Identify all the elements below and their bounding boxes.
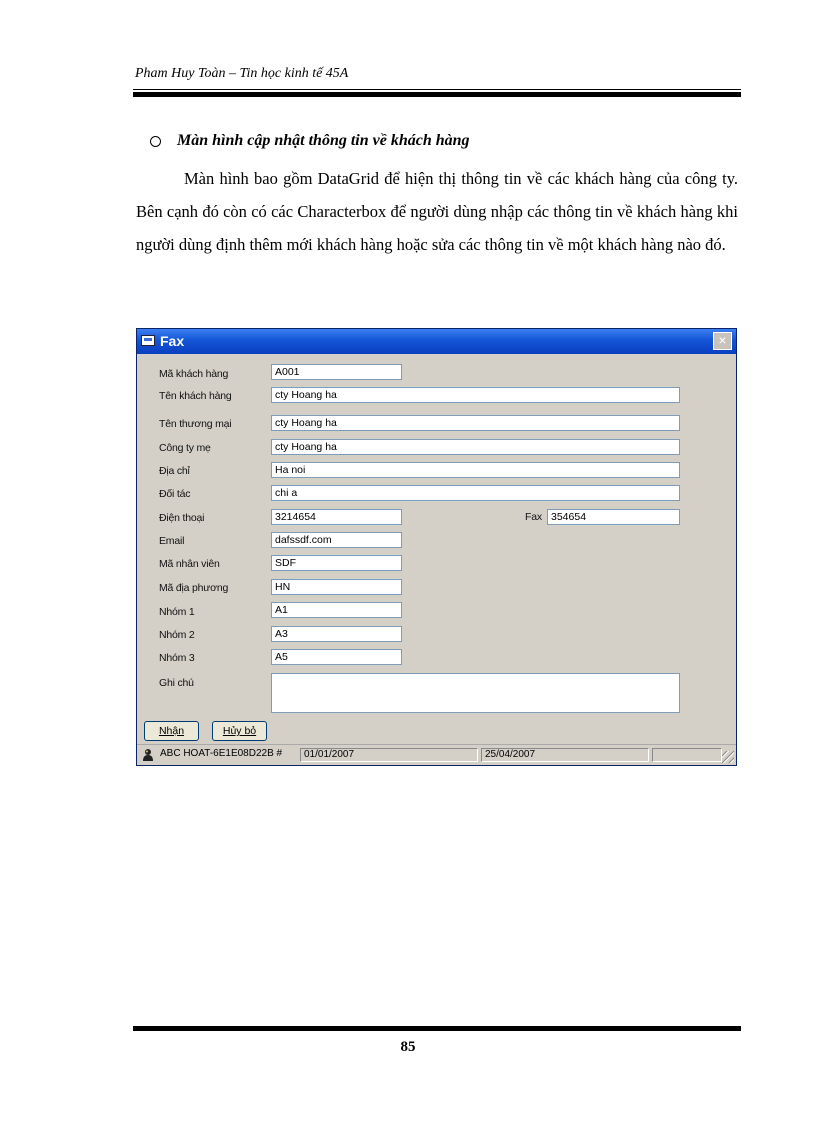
label-nhom-2: Nhóm 2 [159,629,195,641]
doi-tac-field[interactable]: chi a [271,485,680,501]
email-field[interactable]: dafssdf.com [271,532,402,548]
label-email: Email [159,535,185,547]
ma-dia-phuong-field[interactable]: HN [271,579,402,595]
dia-chi-field[interactable]: Ha noi [271,462,680,478]
close-button[interactable]: × [713,332,732,350]
resize-grip[interactable] [722,751,734,763]
label-ten-khach-hang: Tên khách hàng [159,390,232,402]
status-date-to: 25/04/2007 [481,748,649,762]
customer-dialog [136,328,737,766]
ten-thuong-mai-field[interactable]: cty Hoang ha [271,415,680,431]
bullet-icon [150,136,161,147]
user-icon [142,748,154,761]
label-ten-thuong-mai: Tên thương mại [159,418,232,430]
status-date-from: 01/01/2007 [300,748,478,762]
app-icon [141,335,155,346]
status-empty-panel [652,748,722,762]
label-cong-ty-me: Công ty mẹ [159,442,211,454]
title-bar[interactable] [137,329,736,354]
footer-rule [133,1026,741,1031]
cong-ty-me-field[interactable]: cty Hoang ha [271,439,680,455]
ghi-chu-field[interactable] [271,673,680,713]
window-title: Fax [160,333,185,349]
label-dien-thoai: Điện thoại [159,512,205,524]
page-header: Pham Huy Toàn – Tin học kinh tế 45A [135,66,349,81]
header-rule [133,92,741,97]
ma-nhan-vien-field[interactable]: SDF [271,555,402,571]
label-dia-chi: Địa chỉ [159,465,190,477]
ok-button[interactable]: Nhận [144,721,199,741]
body-paragraph [136,162,738,261]
label-nhom-1: Nhóm 1 [159,606,195,618]
status-bar [137,744,736,765]
ma-khach-hang-field[interactable]: A001 [271,364,402,380]
status-user: ABC HOAT-6E1E08D22B # [160,748,283,759]
nhom-3-field[interactable]: A5 [271,649,402,665]
header-rule-thin [133,89,741,90]
label-nhom-3: Nhóm 3 [159,652,195,664]
fax-field[interactable]: 354654 [547,509,680,525]
nhom-2-field[interactable]: A3 [271,626,402,642]
page-number: 85 [400,1039,416,1055]
label-fax: Fax [525,511,542,523]
dien-thoai-field[interactable]: 3214654 [271,509,402,525]
label-ghi-chu: Ghi chú [159,677,194,689]
label-ma-khach-hang: Mã khách hàng [159,368,229,380]
cancel-button[interactable]: Hủy bỏ [212,721,267,741]
ten-khach-hang-field[interactable]: cty Hoang ha [271,387,680,403]
label-doi-tac: Đối tác [159,488,191,500]
label-ma-nhan-vien: Mã nhân viên [159,558,220,570]
label-ma-dia-phuong: Mã địa phương [159,582,229,594]
paragraph-text: Màn hình bao gồm DataGrid để hiện thị thông tin về các khách hàng của công ty. Bên cạnh đó còn có các Characterbox để người dùng nhập các thông tin về khách hàng khi người dùng định thêm mới khách hàng hoặc sửa các thông tin về một khách hàng nào đó. [136,169,738,254]
section-heading: Màn hình cập nhật thông tin về khách hàng [177,132,470,149]
nhom-1-field[interactable]: A1 [271,602,402,618]
